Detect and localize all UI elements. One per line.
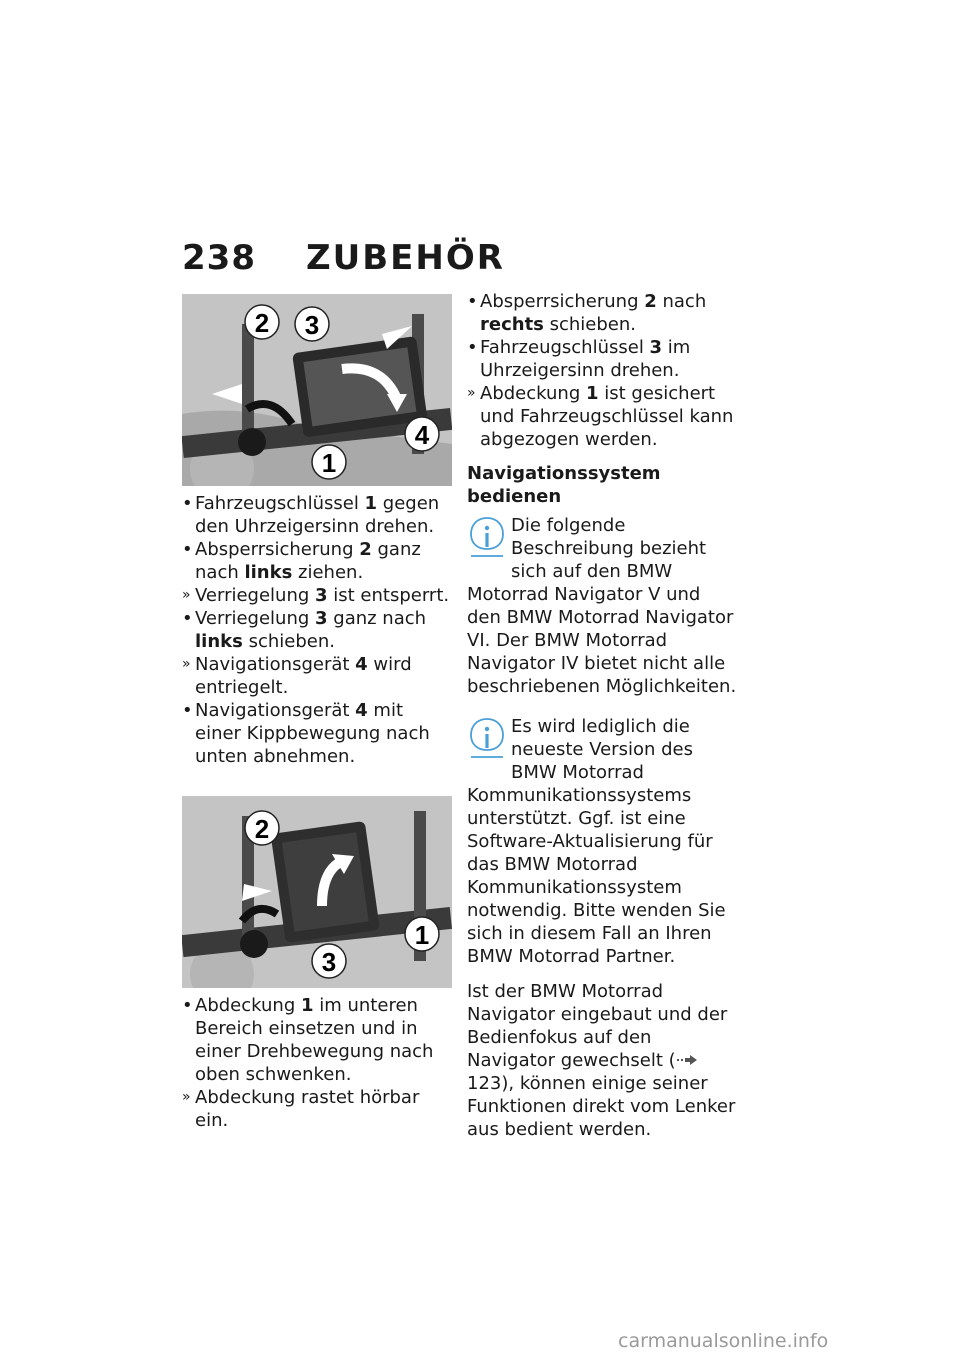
page-number: 238 xyxy=(182,238,256,278)
step-emphasis: 3 xyxy=(649,337,663,358)
para-text-post: ), können einige seiner Funktionen direkt vom Lenker aus bedient werden. xyxy=(467,1073,736,1140)
page-reference[interactable]: 123 xyxy=(467,1073,502,1094)
cover-install-illustration xyxy=(182,796,452,988)
info-icon xyxy=(467,717,507,763)
instruction-step xyxy=(182,994,454,1086)
step-text: mit einer Kippbewegung nach unten abnehmen. xyxy=(195,700,430,767)
step-emphasis: 2 xyxy=(644,291,657,312)
figure-remove-navigator xyxy=(182,294,452,486)
step-emphasis: 1 xyxy=(364,493,378,514)
instruction-step xyxy=(182,699,454,768)
step-text: Verriegelung xyxy=(195,608,316,629)
result-step xyxy=(182,584,454,607)
figure-install-cover xyxy=(182,796,452,988)
figure2-label-2: 2 xyxy=(254,814,270,844)
note-text: Die folgende Beschreibung bezieht sich auf den BMW Motorrad Navigator V und den BMW Motorrad Navigator VI. Der BMW Motorrad Navigator IV bietet nicht alle beschriebenen Möglichkeiten. xyxy=(467,515,737,697)
step-text: Abdeckung rastet hörbar ein. xyxy=(195,1087,420,1131)
step-text: im unteren Bereich einsetzen und in einer Drehbewegung nach oben schwenken. xyxy=(195,995,434,1085)
step-text: Absperrsicherung xyxy=(480,291,645,312)
info-icon xyxy=(467,516,507,562)
note-navigator-versions xyxy=(467,514,739,698)
left-column xyxy=(182,294,454,1132)
figure1-label-1: 1 xyxy=(321,448,337,478)
result-step xyxy=(467,382,739,451)
steps-install xyxy=(182,994,454,1132)
step-text: nach xyxy=(656,291,707,312)
step-text: Abdeckung xyxy=(195,995,301,1016)
result-step xyxy=(182,653,454,699)
instruction-step xyxy=(467,290,739,336)
note-text: Es wird lediglich die neueste Version des BMW Motorrad Kommunikationssystems unterstützt. Ggf. ist eine Software-Aktualisierung für das BMW Motorrad Kommunikationssystem notwendig. Bitte wenden Sie sich in diesem Fall an Ihren BMW Motorrad Partner. xyxy=(467,716,726,967)
instruction-step xyxy=(467,336,739,382)
steps-remove xyxy=(182,492,454,768)
step-text: schieben. xyxy=(543,314,636,335)
section-heading: Navigationssystem bedienen xyxy=(467,463,661,507)
figure1-label-2: 2 xyxy=(254,308,270,338)
step-emphasis: rechts xyxy=(480,314,544,335)
steps-secure xyxy=(467,290,739,451)
step-text: ist gesichert und Fahrzeugschlüssel kann abgezogen werden. xyxy=(480,383,734,450)
step-text: schieben. xyxy=(242,631,335,652)
page-title: ZUBEHÖR xyxy=(305,238,505,278)
step-emphasis: links xyxy=(195,631,243,652)
step-text: Navigationsgerät xyxy=(195,654,356,675)
step-text: Fahrzeugschlüssel xyxy=(480,337,650,358)
note-communication-system xyxy=(467,715,739,968)
navigator-mount-illustration xyxy=(182,294,452,486)
step-text: im Uhrzeigersinn drehen. xyxy=(480,337,691,381)
figure1-label-4: 4 xyxy=(414,420,430,450)
step-emphasis: 1 xyxy=(585,383,599,404)
para-text-pre: Ist der BMW Motorrad Navigator eingebaut und der Bedienfokus auf den Navigator gewechselt ( xyxy=(467,981,728,1071)
step-emphasis: links xyxy=(244,562,293,583)
step-emphasis: 3 xyxy=(315,585,328,606)
step-text: ganz nach xyxy=(327,608,427,629)
watermark: carmanualsonline.info xyxy=(618,1330,829,1352)
page-header xyxy=(182,238,505,278)
instruction-step xyxy=(182,492,454,538)
figure1-label-3: 3 xyxy=(304,310,320,340)
step-emphasis: 1 xyxy=(300,995,314,1016)
right-column xyxy=(467,290,739,1141)
step-text: ist entsperrt. xyxy=(327,585,450,606)
step-text: ziehen. xyxy=(292,562,364,583)
instruction-step xyxy=(182,607,454,653)
step-emphasis: 2 xyxy=(359,539,372,560)
step-text: Abdeckung xyxy=(480,383,586,404)
result-step xyxy=(182,1086,454,1132)
step-text: Absperrsicherung xyxy=(195,539,360,560)
step-text: Fahrzeugschlüssel xyxy=(195,493,365,514)
step-text: Navigationsgerät xyxy=(195,700,356,721)
step-text: gegen den Uhrzeigersinn drehen. xyxy=(195,493,440,537)
paragraph-navigator-focus xyxy=(467,980,739,1141)
step-emphasis: 4 xyxy=(355,654,368,675)
step-emphasis: 3 xyxy=(315,608,328,629)
step-emphasis: 4 xyxy=(355,700,368,721)
instruction-step xyxy=(182,538,454,584)
figure2-label-3: 3 xyxy=(321,947,337,977)
step-text: wird entriegelt. xyxy=(195,654,412,698)
page-reference-arrow-icon xyxy=(676,1050,698,1064)
step-text: ganz nach xyxy=(195,539,421,583)
step-text: Verriegelung xyxy=(195,585,316,606)
figure2-label-1: 1 xyxy=(414,920,430,950)
